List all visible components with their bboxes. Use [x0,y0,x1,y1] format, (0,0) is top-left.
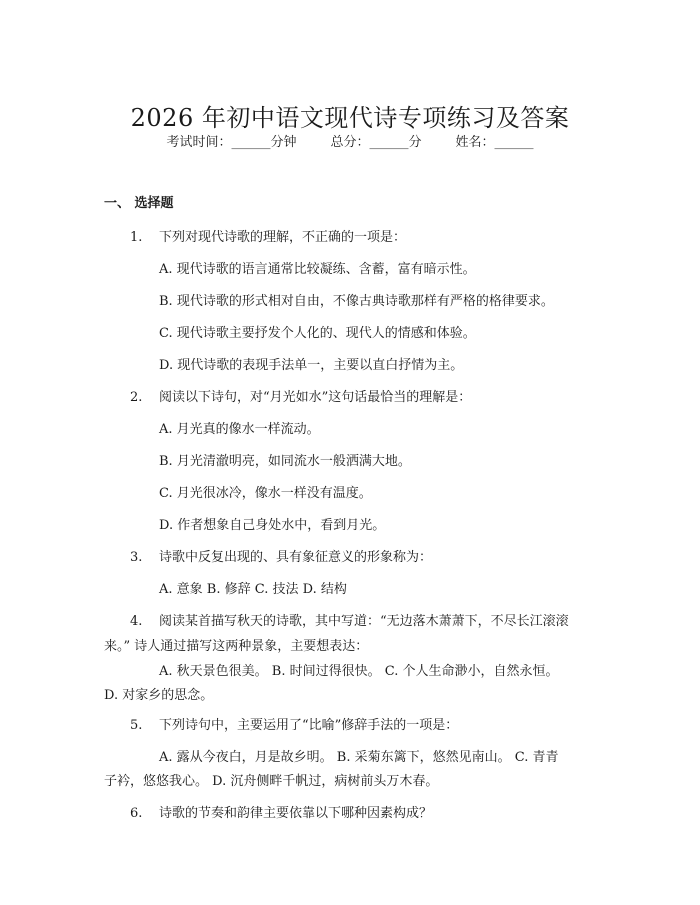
option-2d: D. 作者想象自己身处水中，看到月光。 [159,518,386,533]
question-2 [130,386,471,405]
question-5 [130,714,458,733]
option-2a: A. 月光真的像水一样流动。 [159,422,320,437]
option-1c: C. 现代诗歌主要抒发个人化的、现代人的情感和体验。 [159,326,476,341]
student-name-field: 姓名：______ [455,135,534,150]
options-3: A. 意象 B. 修辞 C. 技法 D. 结构 [159,582,347,597]
question-number: 3. [130,550,143,565]
question-4-continued: 来。” 诗人通过描写这两种景象，主要想表达： [104,639,369,654]
question-3 [130,546,432,565]
question-text: 阅读以下诗句，对“月光如水”这句话最恰当的理解是： [158,390,472,405]
question-4 [130,610,569,629]
question-number: 1. [130,230,143,245]
options-5-line1: A. 露从今夜白，月是故乡明。 B. 采菊东篱下，悠然见南山。 C. 青青 [159,750,559,765]
option-2b: B. 月光清澈明亮，如同流水一般洒满大地。 [159,454,411,469]
question-number: 5. [130,718,143,733]
question-text: 诗歌中反复出现的、具有象征意义的形象称为： [158,550,432,565]
option-1d: D. 现代诗歌的表现手法单一，主要以直白抒情为主。 [159,358,464,373]
exam-time-field: 考试时间：______分钟 [166,135,297,150]
total-score-field: 总分：______分 [330,135,422,150]
question-text: 阅读某首描写秋天的诗歌，其中写道：“无边落木萧萧下，不尽长江滚滚 [158,614,569,629]
option-2c: C. 月光很冰冷，像水一样没有温度。 [159,486,372,501]
question-6 [130,802,432,821]
page-title: 2026 年初中语文现代诗专项练习及答案 [130,104,570,133]
option-1a: A. 现代诗歌的语言通常比较凝练、含蓄，富有暗示性。 [159,262,476,277]
options-5-line2: 子衿，悠悠我心。 D. 沉舟侧畔千帆过，病树前头万木春。 [104,774,439,789]
question-number: 6. [130,806,143,821]
question-number: 2. [130,390,143,405]
option-1b: B. 现代诗歌的形式相对自由，不像古典诗歌那样有严格的格律要求。 [159,294,554,309]
question-1 [130,226,406,245]
question-text: 下列对现代诗歌的理解，不正确的一项是： [158,230,406,245]
exam-meta [0,131,700,150]
section-heading: 一、 选择题 [104,196,174,211]
question-text: 下列诗句中，主要运用了“比喻”修辞手法的一项是： [158,718,459,733]
question-number: 4. [130,614,143,629]
options-4-line2: D. 对家乡的思念。 [104,688,214,703]
question-text: 诗歌的节奏和韵律主要依靠以下哪种因素构成？ [158,806,432,821]
options-4-line1: A. 秋天景色很美。 B. 时间过得很快。 C. 个人生命渺小，自然永恒。 [159,664,559,679]
